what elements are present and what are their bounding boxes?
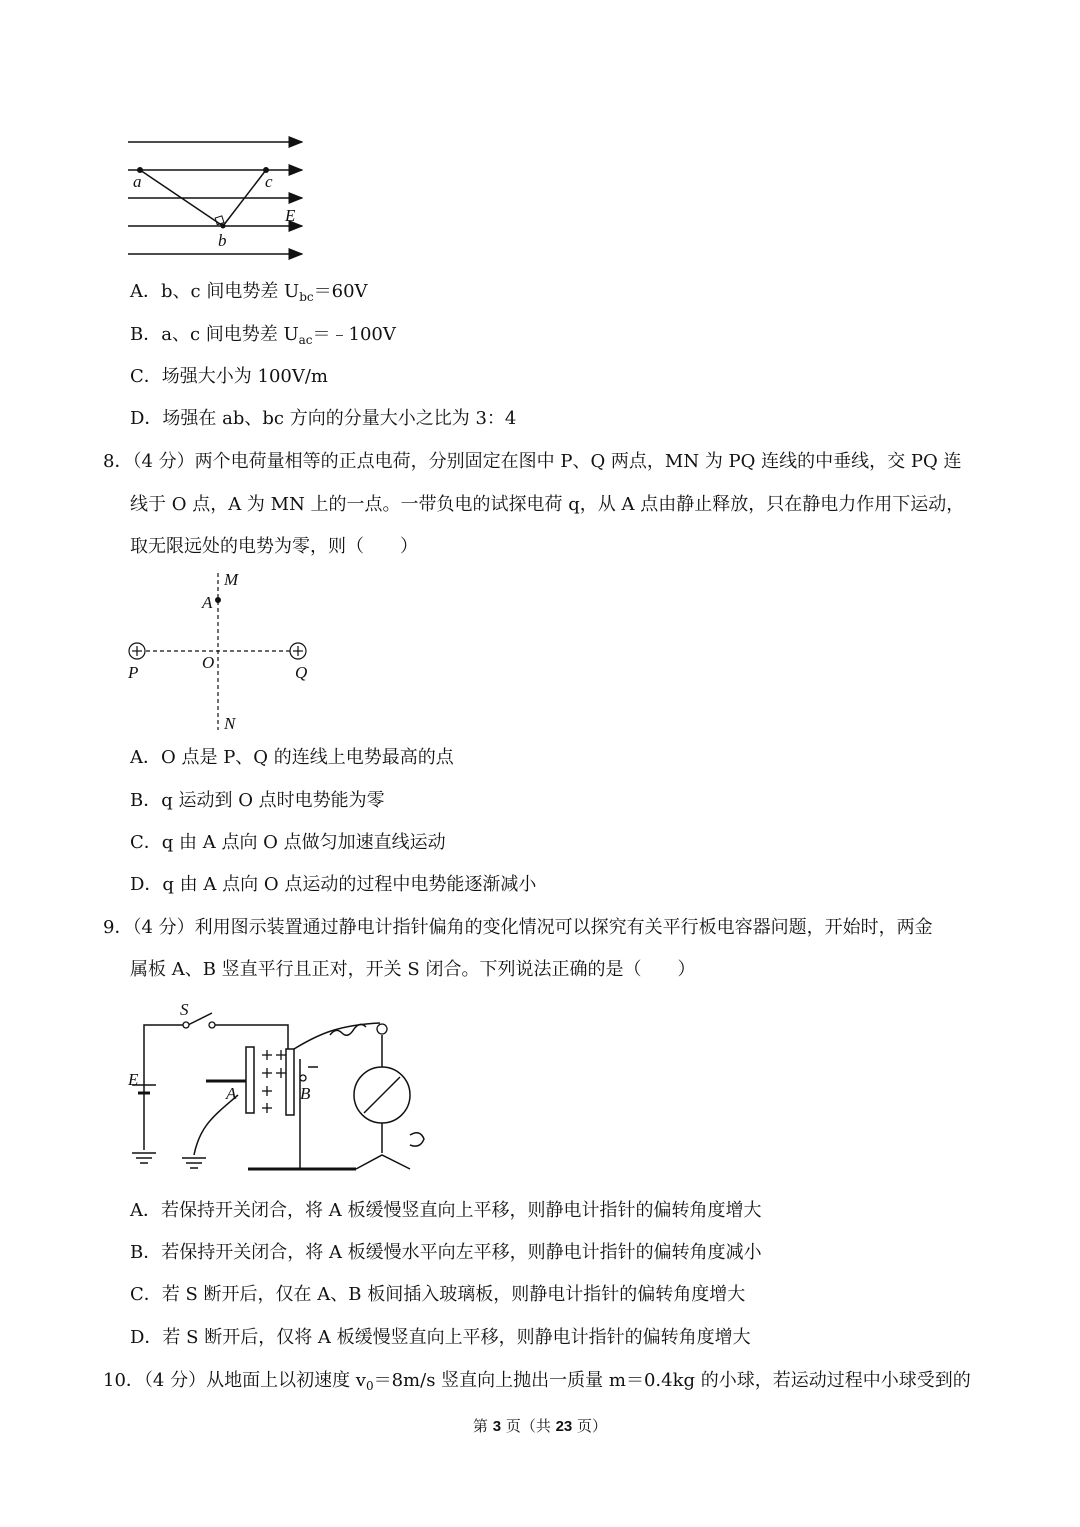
circuit-wire (144, 1025, 185, 1150)
q8-stem-line-2: 线于 O 点，A 为 MN 上的一点。一带负电的试探电荷 q，从 A 点由静止释放，只在静电力作用下运动， (130, 494, 965, 515)
q8-charges-figure (120, 565, 330, 740)
q7-option-c: C．场强大小为 100V/m (130, 366, 328, 387)
charge-Q (290, 643, 306, 659)
q8-option-b: B．q 运动到 O 点时电势能为零 (130, 790, 385, 811)
ground-wire (194, 1095, 238, 1155)
label-A: A (226, 1084, 237, 1103)
q8-stem-line-3: 取无限远处的电势为零，则（ ） (130, 536, 418, 557)
label-A: A (202, 593, 213, 612)
label-B: B (300, 1084, 311, 1103)
page-footer: 第 3 页（共 23 页） (472, 1417, 608, 1435)
label-P: P (128, 663, 139, 682)
plate-B (286, 1049, 294, 1115)
q8-option-a: A．O 点是 P、Q 的连线上电势最高的点 (130, 747, 454, 768)
page-total: 23 (555, 1418, 573, 1435)
label-S: S (180, 1000, 189, 1019)
plate-A (246, 1047, 254, 1113)
page-number: 3 (492, 1418, 502, 1435)
q8-stem-line-1: 8．（4 分）两个电荷量相等的正点电荷，分别固定在图中 P、Q 两点，MN 为 PQ 连线的中垂线，交 PQ 连 (103, 451, 962, 472)
label-E: E (285, 206, 296, 225)
q9-option-b: B．若保持开关闭合，将 A 板缓慢水平向左平移，则静电计指针的偏转角度减小 (130, 1242, 762, 1263)
label-a: a (133, 172, 142, 191)
q7-option-a: A．b、c 间电势差 $U_{bc}=60V$ (130, 281, 368, 304)
label-M: M (224, 570, 239, 589)
label-Q: Q (295, 663, 308, 682)
label-b: b (218, 231, 227, 250)
point-A (215, 597, 221, 603)
q7-field-figure (120, 130, 320, 260)
label-N: N (224, 714, 236, 733)
label-E: E (128, 1070, 139, 1089)
q8-option-d: D．q 由 A 点向 O 点运动的过程中电势能逐渐减小 (130, 874, 537, 895)
q9-option-c: C．若 S 断开后，仅在 A、B 板间插入玻璃板，则静电计指针的偏转角度增大 (130, 1284, 746, 1305)
q10-stem-line-1: 10．（4 分）从地面上以初速度 $v_0=8m/s$ 竖直向上抛出一质量 m＝0.4kg 的小球，若运动过程中小球受到的 (103, 1370, 971, 1393)
q9-option-a: A．若保持开关闭合，将 A 板缓慢竖直向上平移，则静电计指针的偏转角度增大 (130, 1200, 762, 1221)
charge-P (129, 643, 145, 659)
q9-stem-line-1: 9．（4 分）利用图示装置通过静电计指针偏角的变化情况可以探究有关平行板电容器问题，开始时，两金 (103, 917, 933, 938)
point-b (221, 224, 226, 229)
q8-option-c: C．q 由 A 点向 O 点做匀加速直线运动 (130, 832, 446, 853)
q9-stem-line-2: 属板 A、B 竖直平行且正对，开关 S 闭合。下列说法正确的是（ ） (130, 959, 696, 980)
switch-S (188, 1013, 212, 1025)
q7-option-d: D．场强在 ab、bc 方向的分量大小之比为 3：4 (130, 408, 517, 429)
circuit-wire (212, 1025, 288, 1049)
label-c: c (265, 172, 273, 191)
q9-option-d: D．若 S 断开后，仅将 A 板缓慢竖直向上平移，则静电计指针的偏转角度增大 (130, 1327, 751, 1348)
electrometer-needle (364, 1077, 400, 1113)
label-O: O (202, 653, 215, 672)
q9-capacitor-figure (120, 995, 450, 1180)
q7-option-b: B．a、c 间电势差 $U_{ac}=﹣100V$ (130, 324, 396, 347)
